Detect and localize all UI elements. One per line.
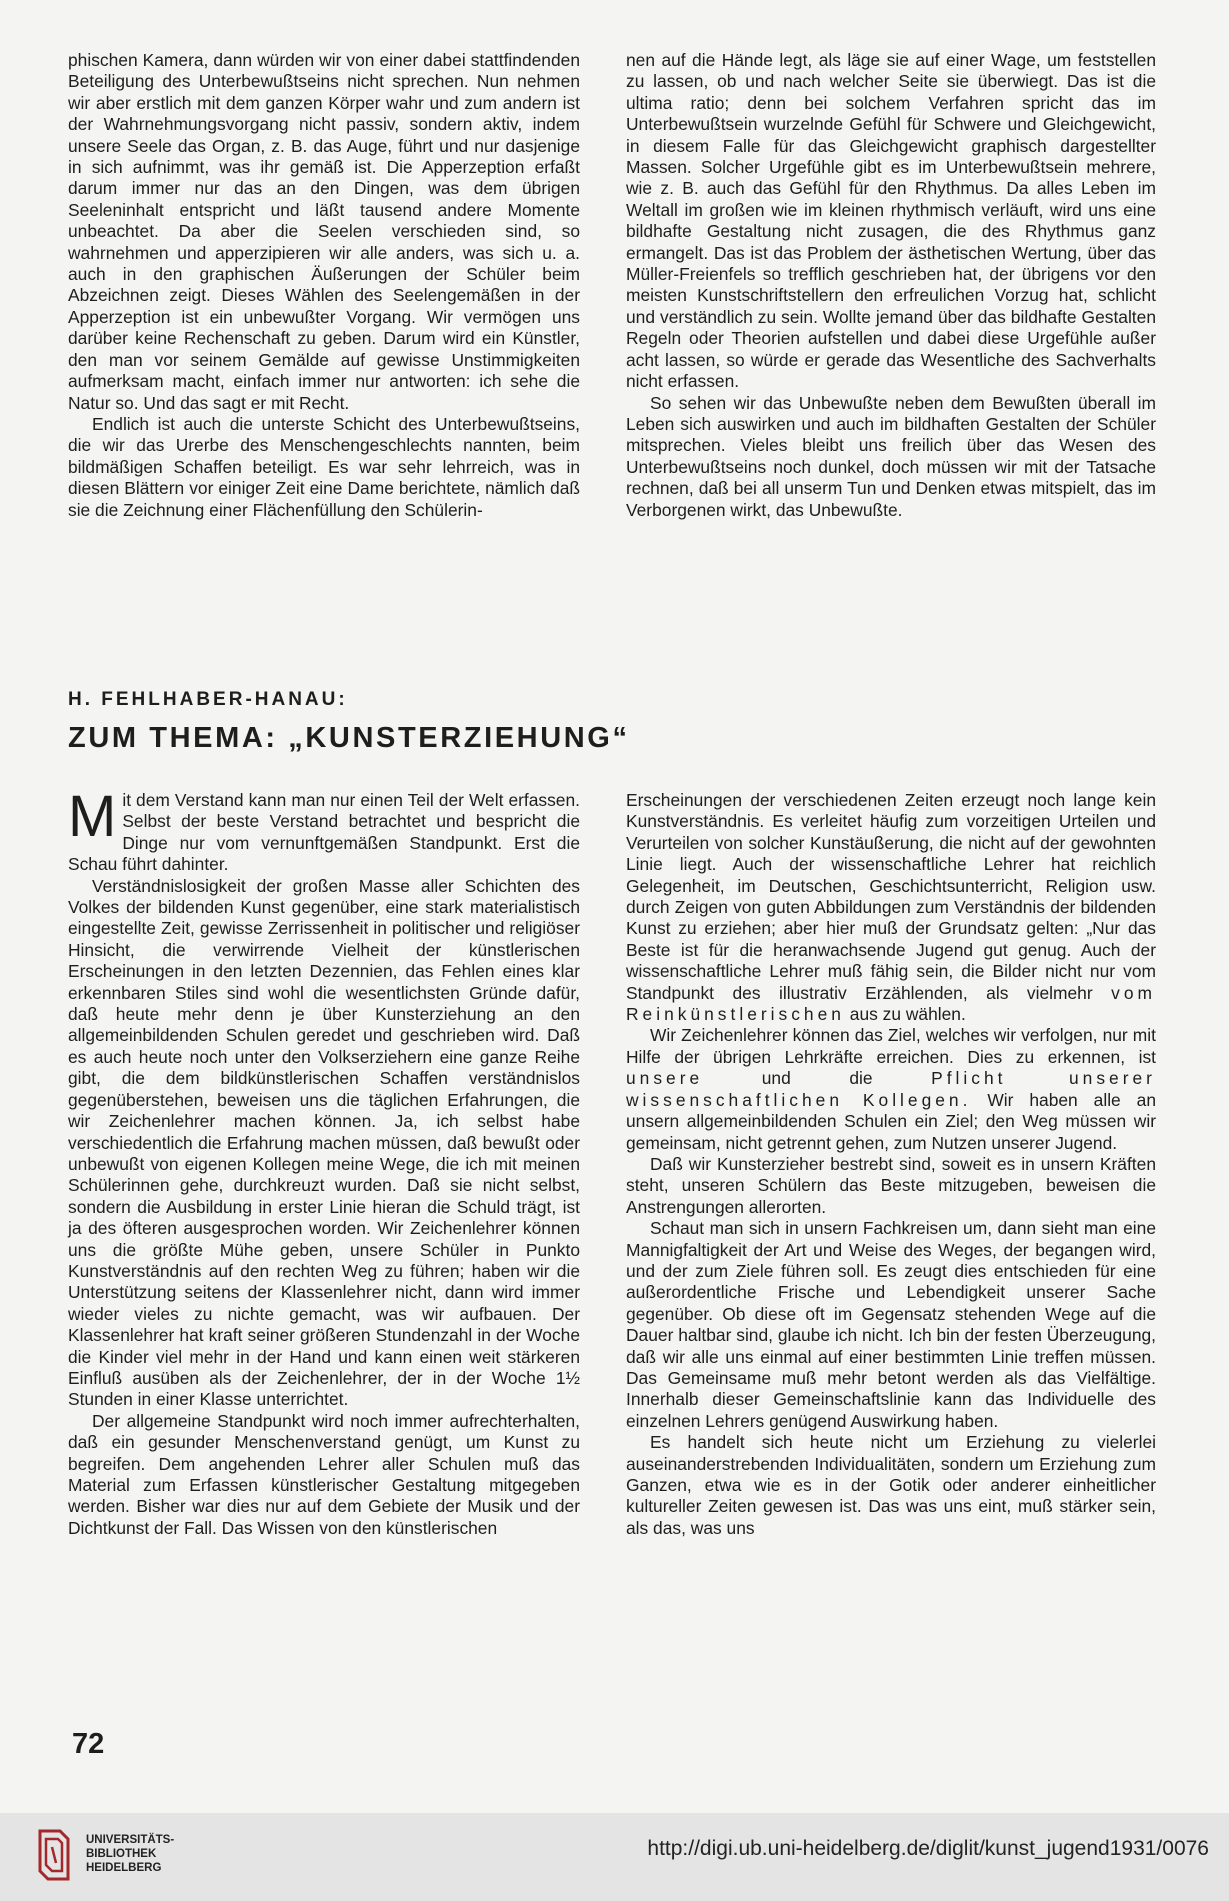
first-paragraph — [68, 784, 580, 876]
spaced-emphasis: unsere — [626, 1068, 704, 1089]
paragraph: Schaut man sich in unsern Fachkreisen um, dann sieht man eine Mannigfaltigkeit der Art und Weise des Weges, der begangen wird, und der zum Ziele führen soll. Es zeugt dies entschieden für eine außerordentliche Frische und Lebendigkeit unserer Sache gegenüber. Ob diese oft im Gegensatz stehenden Wege auf die Dauer haltbar sind, glaube ich nicht. Ich bin der festen Überzeugung, daß wir alle uns einmal auf einer bestimmten Linie treffen müssen. Das Gemeinsame muß mehr betont werden als das Vielfältige. Innerhalb dieser Gemeinschaftslinie kann das Individuelle des einzelnen Lehrers genügend Auswirkung haben. — [626, 1218, 1156, 1431]
page-number: 72 — [72, 1728, 105, 1760]
library-name — [86, 1833, 174, 1875]
paragraph: Der allgemeine Standpunkt wird noch immer aufrechterhalten, daß ein gesunder Menschenverstand genügt, um Kunst zu begreifen. Dem angehenden Lehrer aller Schulen muß das Material zum Erfassen künstlerischer Gestaltung mitgegeben werden. Bisher war dies nur auf dem Gebiete der Musik und der Dichtkunst der Fall. Das Wissen von den künstlerischen — [68, 1410, 580, 1538]
paragraph: Daß wir Kunsterzieher bestrebt sind, soweit es in unsern Kräften steht, unseren Schülern das Beste mitzugeben, beweisen die Anstrengungen allerorten. — [626, 1153, 1156, 1217]
paragraph: So sehen wir das Unbewußte neben dem Bewußten überall im Leben sich auswirken und auch im bildhaften Gestalten der Schüler mitsprechen. Vieles bleibt uns freilich über das Wesen des Unterbewußtseins noch dunkel, doch müssen wir mit der Tatsache rechnen, daß bei all unserm Tun und Denken etwas mitspielt, das im Verborgenen wirkt, das Unbewußte. — [626, 392, 1156, 520]
first-paragraph-text: it dem Verstand kann man nur einen Teil der Welt erfassen. Selbst der beste Verstand betrachtet und bespricht die Dinge nur vom vernunftgemäßen Standpunkt. Erst die Schau führt dahinter. — [68, 790, 580, 875]
library-name-line: BIBLIOTHEK — [86, 1848, 157, 1860]
spaced-emphasis: vom Reinkünstlerischen — [626, 982, 1156, 1025]
top-right-column — [626, 50, 1156, 521]
spaced-emphasis: Pflicht unserer wissenschaftlichen Kollegen. — [626, 1068, 1156, 1110]
text-run: und die — [761, 1068, 873, 1089]
paragraph — [626, 790, 1156, 1025]
article-title: ZUM THEMA: „KUNSTERZIEHUNG“ — [68, 722, 630, 754]
text-run: Wir haben alle an unsern allgemeinbildenden Schulen ein Ziel; den Weg müssen wir gemeinsam, nicht getrennt gehen, zum Nutzen unserer Jugend. — [626, 1089, 1156, 1153]
paragraph: nen auf die Hände legt, als läge sie auf einer Wage, um feststellen zu lassen, ob und nach welcher Seite sie überwiegt. Das ist die ultima ratio; denn bei solchem Verfahren spricht das im Unterbewußtsein wurzelnde Gefühl für Schwere und Gleichgewicht, in diesem Falle für das Gleichgewicht graphisch dargestellter Massen. Solcher Urgefühle gibt es im Unterbewußtsein mehrere, wie z. B. auch das Gefühl für den Rhythmus. Da alles Leben im Weltall im großen wie im kleinen rhythmisch verläuft, wird uns eine bildhafte Gestaltung nicht zusagen, die des Rhythmus ganz ermangelt. Das ist das Problem der ästhetischen Wertung, über das Müller-Freienfels so trefflich geschrieben hat, der übrigens vor den meisten Kunstschriftstellern den erfreulichen Vorzug hat, schlicht und verständlich zu sein. Wollte jemand über das bildhafte Gestalten Regeln oder Theorien aufstellen und dabei diese Urgefühle außer acht lassen, so würde er gerade das Wesentliche des Sachverhalts nicht erfassen. — [626, 50, 1156, 392]
library-name-line: UNIVERSITÄTS- — [86, 1834, 175, 1846]
text-run: aus zu wählen. — [849, 1004, 966, 1025]
viewer-footer — [0, 1813, 1229, 1901]
text-run: Erscheinungen der verschiedenen Zeiten erzeugt noch lange kein Kunstverständnis. Es verleitet häufig zum vorzeitigen Urteilen und Verurteilen von solcher Kunstäußerung, die nicht auf der gewohnten Linie liegt. Auch der wissenschaftliche Lehrer hat reichlich Gelegenheit, im Deutschen, Geschichtsunterricht, Religion usw. durch Zeigen von guten Abbildungen zum Verständnis der bildenden Kunst zu erziehen; aber hier muß der Grundsatz gelten: „Nur das Beste ist für die heranwachsende Jugend gut genug. Auch der wissenschaftliche Lehrer muß fähig sein, die Bilder nicht nur vom Standpunkt des illustrativ Erzählenden, als vielmehr — [626, 790, 1156, 1003]
text-run: Wir Zeichenlehrer können das Ziel, welches wir verfolgen, nur mit Hilfe der übrigen Lehrkräfte erreichen. Dies zu erkennen, ist — [626, 1025, 1156, 1067]
bottom-left-column — [68, 784, 580, 1539]
paragraph — [626, 1025, 1156, 1153]
article-author: H. FEHLHABER-HANAU: — [68, 689, 348, 710]
permalink-url[interactable]: http://digi.ub.uni-heidelberg.de/diglit/kunst_jugend1931/0076 — [647, 1837, 1209, 1860]
paragraph: Endlich ist auch die unterste Schicht des Unterbewußtseins, die wir das Urerbe des Menschengeschlechts nannten, beim bildmäßigen Schaffen beteiligt. Es war sehr lehrreich, was in diesen Blättern vor einiger Zeit eine Dame berichtete, nämlich daß sie die Zeichnung einer Flächenfüllung den Schülerin- — [68, 413, 580, 520]
bottom-right-column — [626, 790, 1156, 1539]
drop-cap: M — [68, 784, 117, 849]
library-name-line: HEIDELBERG — [86, 1862, 162, 1874]
paragraph: Es handelt sich heute nicht um Erziehung zu vielerlei auseinanderstrebenden Individualitäten, sondern um Erziehung zum Ganzen, etwa wie es in der Gotik oder anderer einheitlicher kultureller Zeiten gewesen ist. Das was uns eint, muß stärker sein, als das, was uns — [626, 1432, 1156, 1538]
top-left-column — [68, 50, 580, 521]
paragraph: phischen Kamera, dann würden wir von einer dabei stattfindenden Beteiligung des Unterbewußtseins nicht sprechen. Nun nehmen wir aber erstlich mit dem ganzen Körper wahr und zum andern ist der Wahrnehmungsvorgang nicht passiv, sondern aktiv, indem unsere Seele das Organ, z. B. das Auge, führt und nur dasjenige in sich aufnimmt, was ihr gemäß ist. Die Apperzeption erfaßt darum immer nur das an den Dingen, was dem übrigen Seeleninhalt entspricht und läßt tausend andere Momente unbeachtet. Da aber die Seelen verschieden sind, so wahrnehmen und apperzipieren wir alle anders, was sich u. a. auch in den graphischen Äußerungen der Schüler beim Abzeichnen zeigt. Dieses Wählen des Seelengemäßen in der Apperzeption ist ein unbewußter Vorgang. Wir vermögen uns darüber keine Rechenschaft zu geben. Darum wird ein Künstler, den man vor seinem Gemälde auf gewisse Unstimmigkeiten aufmerksam macht, einfach immer nur antworten: ich sehe die Natur so. Und das sagt er mit Recht. — [68, 50, 580, 413]
paragraph: Verständnislosigkeit der großen Masse aller Schichten des Volkes der bildenden Kunst gegenüber, eine stark materialistisch eingestellte Zeit, gewisse Zerrissenheit in politischer und religiöser Hinsicht, die verwirrende Vielheit der künstlerischen Erscheinungen in den letzten Dezennien, das Fehlen eines klar erkennbaren Stiles sind wohl die wesentlichsten Gründe dafür, daß heute mehr denn je über Kunsterziehung an den allgemeinbildenden Schulen geredet und geschrieben wird. Daß es auch heute noch unter den Volkserziehern eine ganze Reihe gibt, die dem bildkünstlerischen Schaffen verständnislos gegenüberstehen, beweisen uns die täglichen Erfahrungen, die wir Zeichenlehrer machen können. Ja, ich selbst habe verschiedentlich die Erfahrung machen müssen, daß bewußt oder unbewußt von eigenen Kollegen meine Wege, die ich mit meinen Schülerinnen gehe, durchkreuzt wurden. Daß sie nicht selbst, sondern die Ausbildung in erster Linie hieran die Schuld trägt, ist ja des öfteren ausgesprochen worden. Wir Zeichenlehrer können uns die größte Mühe geben, unsere Schüler in Punkto Kunstverständnis auf den rechten Weg zu führen; haben wir die Unterstützung seitens der Klassenlehrer nicht, dann wird immer wieder vieles zu nichte gemacht, was wir aufbauen. Der Klassenlehrer hat kraft seiner größeren Stundenzahl in der Woche die Kinder viel mehr in der Hand und kann einen weit stärkeren Einfluß ausüben als der Zeichenlehrer, der in der Woche 1½ Stunden in einer Klasse unterrichtet. — [68, 875, 580, 1410]
library-logo-icon — [34, 1825, 74, 1885]
